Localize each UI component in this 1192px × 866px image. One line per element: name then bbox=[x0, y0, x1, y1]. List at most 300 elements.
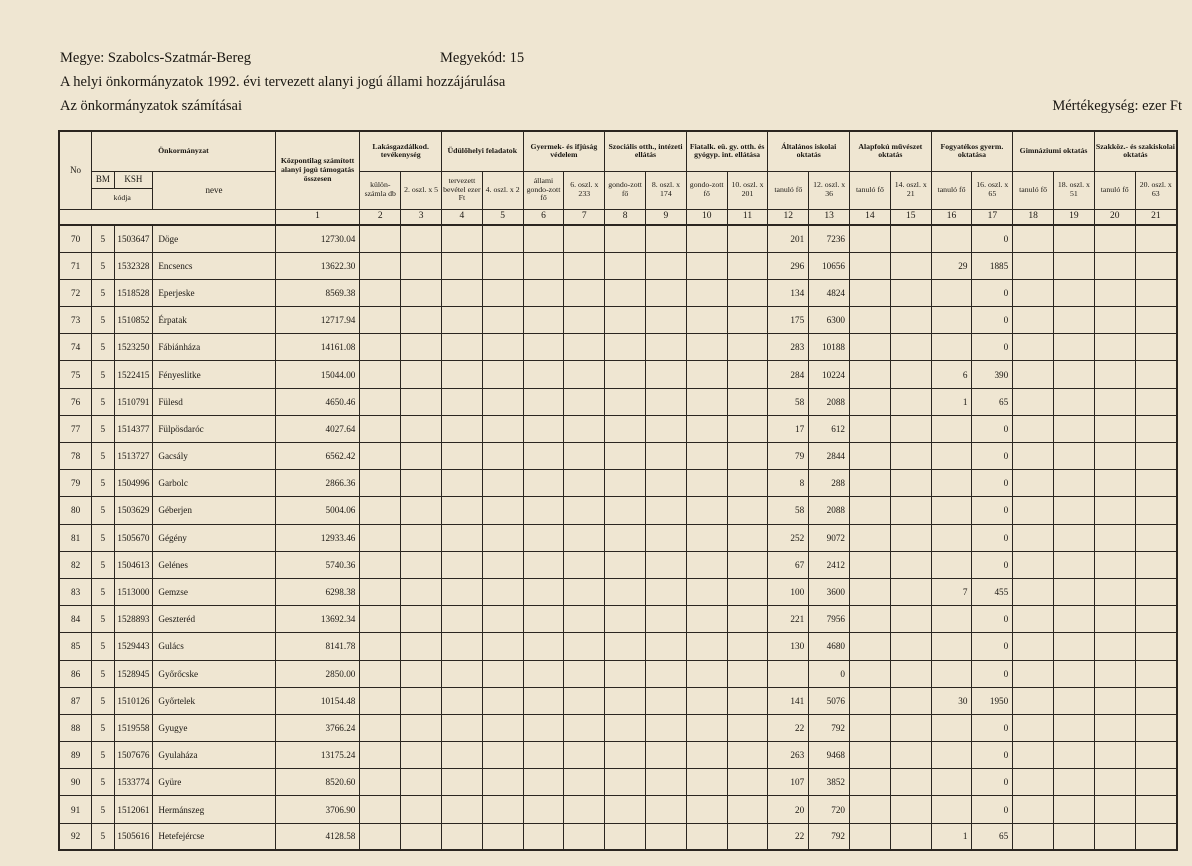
cell-col-19 bbox=[1054, 252, 1095, 279]
header-group-6: Általános iskolai oktatás bbox=[768, 131, 850, 171]
column-number: 11 bbox=[727, 209, 768, 225]
cell-col-6 bbox=[523, 687, 564, 714]
cell-col-16 bbox=[931, 551, 972, 578]
cell-col-19 bbox=[1054, 633, 1095, 660]
total-support: 2850.00 bbox=[275, 660, 360, 687]
cell-col-3 bbox=[401, 470, 442, 497]
municipality-name: Gyugye bbox=[153, 714, 275, 741]
county-code-label: Megyekód: 15 bbox=[440, 50, 525, 66]
cell-col-14 bbox=[850, 578, 891, 605]
ksh-code: 1523250 bbox=[114, 334, 153, 361]
cell-col-12: 296 bbox=[768, 252, 809, 279]
total-support: 8141.78 bbox=[275, 633, 360, 660]
cell-col-18 bbox=[1013, 252, 1054, 279]
cell-col-20 bbox=[1094, 252, 1135, 279]
cell-col-2 bbox=[360, 252, 401, 279]
cell-col-7 bbox=[564, 769, 605, 796]
header-ksh: KSH bbox=[114, 171, 153, 188]
total-support: 5740.36 bbox=[275, 551, 360, 578]
header-sub-3: tervezett bevétel ezer Ft bbox=[441, 171, 482, 209]
column-number: 5 bbox=[482, 209, 523, 225]
cell-col-21 bbox=[1135, 660, 1177, 687]
cell-col-5 bbox=[482, 415, 523, 442]
cell-col-13: 612 bbox=[809, 415, 850, 442]
column-number: 9 bbox=[645, 209, 686, 225]
cell-col-18 bbox=[1013, 470, 1054, 497]
header-sub-6: 6. oszl. x 233 bbox=[564, 171, 605, 209]
cell-col-10 bbox=[686, 470, 727, 497]
row-number: 91 bbox=[59, 796, 92, 823]
county-label: Megye: Szabolcs-Szatmár-Bereg bbox=[60, 50, 251, 66]
ksh-code: 1512061 bbox=[114, 796, 153, 823]
column-number: 6 bbox=[523, 209, 564, 225]
cell-col-9 bbox=[645, 334, 686, 361]
cell-col-8 bbox=[605, 660, 646, 687]
cell-col-15 bbox=[890, 225, 931, 252]
header-group-4: Szociális otth., intézeti ellátás bbox=[605, 131, 687, 171]
cell-col-14 bbox=[850, 307, 891, 334]
total-support: 3766.24 bbox=[275, 714, 360, 741]
table-row bbox=[59, 633, 1177, 660]
cell-col-8 bbox=[605, 334, 646, 361]
cell-col-2 bbox=[360, 551, 401, 578]
cell-col-9 bbox=[645, 633, 686, 660]
header-sub-15: tanuló fő bbox=[931, 171, 972, 209]
cell-col-11 bbox=[727, 742, 768, 769]
header-sub-9: gondo-zott fő bbox=[686, 171, 727, 209]
cell-col-14 bbox=[850, 714, 891, 741]
cell-col-9 bbox=[645, 497, 686, 524]
municipality-name: Fülpösdaróc bbox=[153, 415, 275, 442]
cell-col-21 bbox=[1135, 796, 1177, 823]
header-bm: BM bbox=[92, 171, 114, 188]
cell-col-21 bbox=[1135, 307, 1177, 334]
cell-col-3 bbox=[401, 443, 442, 470]
cell-col-7 bbox=[564, 415, 605, 442]
cell-col-12: 263 bbox=[768, 742, 809, 769]
table-row bbox=[59, 252, 1177, 279]
cell-col-6 bbox=[523, 334, 564, 361]
table-row bbox=[59, 497, 1177, 524]
cell-col-19 bbox=[1054, 578, 1095, 605]
municipality-name: Gyulaháza bbox=[153, 742, 275, 769]
column-number: 4 bbox=[441, 209, 482, 225]
cell-col-11 bbox=[727, 279, 768, 306]
cell-col-18 bbox=[1013, 225, 1054, 252]
total-support: 15044.00 bbox=[275, 361, 360, 388]
cell-col-12: 67 bbox=[768, 551, 809, 578]
cell-col-2 bbox=[360, 225, 401, 252]
total-support: 5004.06 bbox=[275, 497, 360, 524]
cell-col-7 bbox=[564, 388, 605, 415]
header-group-7: Alapfokú művészet oktatás bbox=[850, 131, 932, 171]
column-number: 16 bbox=[931, 209, 972, 225]
row-number: 73 bbox=[59, 307, 92, 334]
header-sub-12: 12. oszl. x 36 bbox=[809, 171, 850, 209]
table-row bbox=[59, 334, 1177, 361]
table-row bbox=[59, 307, 1177, 334]
cell-col-6 bbox=[523, 633, 564, 660]
cell-col-8 bbox=[605, 796, 646, 823]
column-number: 15 bbox=[890, 209, 931, 225]
cell-col-2 bbox=[360, 823, 401, 850]
cell-col-5 bbox=[482, 470, 523, 497]
cell-col-21 bbox=[1135, 742, 1177, 769]
cell-col-20 bbox=[1094, 660, 1135, 687]
cell-col-12: 284 bbox=[768, 361, 809, 388]
bm-code: 5 bbox=[92, 796, 114, 823]
cell-col-17: 0 bbox=[972, 714, 1013, 741]
total-support: 12717.94 bbox=[275, 307, 360, 334]
cell-col-5 bbox=[482, 388, 523, 415]
cell-col-7 bbox=[564, 687, 605, 714]
cell-col-13: 2844 bbox=[809, 443, 850, 470]
cell-col-12: 201 bbox=[768, 225, 809, 252]
cell-col-13: 288 bbox=[809, 470, 850, 497]
header-kodja: kódja bbox=[92, 188, 153, 209]
cell-col-19 bbox=[1054, 660, 1095, 687]
municipality-name: Fényeslitke bbox=[153, 361, 275, 388]
cell-col-8 bbox=[605, 742, 646, 769]
bm-code: 5 bbox=[92, 823, 114, 850]
cell-col-19 bbox=[1054, 687, 1095, 714]
cell-col-21 bbox=[1135, 714, 1177, 741]
cell-col-19 bbox=[1054, 415, 1095, 442]
row-number: 82 bbox=[59, 551, 92, 578]
cell-col-10 bbox=[686, 415, 727, 442]
ksh-code: 1510791 bbox=[114, 388, 153, 415]
bm-code: 5 bbox=[92, 470, 114, 497]
cell-col-8 bbox=[605, 470, 646, 497]
cell-col-15 bbox=[890, 524, 931, 551]
total-support: 4128.58 bbox=[275, 823, 360, 850]
row-number: 76 bbox=[59, 388, 92, 415]
column-number-blank bbox=[59, 209, 275, 225]
cell-col-15 bbox=[890, 307, 931, 334]
cell-col-6 bbox=[523, 606, 564, 633]
table-row bbox=[59, 687, 1177, 714]
cell-col-15 bbox=[890, 334, 931, 361]
municipality-name: Hetefejércse bbox=[153, 823, 275, 850]
cell-col-9 bbox=[645, 769, 686, 796]
cell-col-8 bbox=[605, 497, 646, 524]
header-sub-10: 10. oszl. x 201 bbox=[727, 171, 768, 209]
cell-col-11 bbox=[727, 252, 768, 279]
row-number: 80 bbox=[59, 497, 92, 524]
cell-col-15 bbox=[890, 388, 931, 415]
cell-col-7 bbox=[564, 225, 605, 252]
cell-col-10 bbox=[686, 742, 727, 769]
cell-col-15 bbox=[890, 578, 931, 605]
cell-col-18 bbox=[1013, 660, 1054, 687]
row-number: 75 bbox=[59, 361, 92, 388]
header-group-1: Lakásgazdálkod. tevékenység bbox=[360, 131, 442, 171]
cell-col-19 bbox=[1054, 443, 1095, 470]
cell-col-6 bbox=[523, 714, 564, 741]
cell-col-4 bbox=[441, 660, 482, 687]
cell-col-10 bbox=[686, 225, 727, 252]
table-row bbox=[59, 279, 1177, 306]
cell-col-15 bbox=[890, 606, 931, 633]
ksh-code: 1532328 bbox=[114, 252, 153, 279]
cell-col-13: 2412 bbox=[809, 551, 850, 578]
ksh-code: 1504613 bbox=[114, 551, 153, 578]
document-subtitle: Az önkormányzatok számításai bbox=[60, 98, 242, 114]
cell-col-12: 107 bbox=[768, 769, 809, 796]
cell-col-11 bbox=[727, 443, 768, 470]
cell-col-2 bbox=[360, 388, 401, 415]
cell-col-20 bbox=[1094, 388, 1135, 415]
cell-col-14 bbox=[850, 687, 891, 714]
cell-col-4 bbox=[441, 742, 482, 769]
cell-col-3 bbox=[401, 578, 442, 605]
cell-col-14 bbox=[850, 361, 891, 388]
municipality-name: Fábiánháza bbox=[153, 334, 275, 361]
cell-col-12: 141 bbox=[768, 687, 809, 714]
cell-col-18 bbox=[1013, 524, 1054, 551]
cell-col-18 bbox=[1013, 361, 1054, 388]
cell-col-9 bbox=[645, 388, 686, 415]
header-kozpontilag: Központilag számított alanyi jogú támogatás összesen bbox=[275, 131, 360, 209]
municipality-name: Gacsály bbox=[153, 443, 275, 470]
cell-col-18 bbox=[1013, 823, 1054, 850]
header-no: No bbox=[59, 131, 92, 209]
cell-col-3 bbox=[401, 796, 442, 823]
cell-col-10 bbox=[686, 714, 727, 741]
cell-col-17: 0 bbox=[972, 415, 1013, 442]
ksh-code: 1514377 bbox=[114, 415, 153, 442]
row-number: 89 bbox=[59, 742, 92, 769]
header-sub-8: 8. oszl. x 174 bbox=[645, 171, 686, 209]
cell-col-4 bbox=[441, 443, 482, 470]
cell-col-8 bbox=[605, 769, 646, 796]
cell-col-3 bbox=[401, 823, 442, 850]
cell-col-2 bbox=[360, 660, 401, 687]
cell-col-15 bbox=[890, 687, 931, 714]
cell-col-5 bbox=[482, 823, 523, 850]
document-title: A helyi önkormányzatok 1992. évi tervezett alanyi jogú állami hozzájárulása bbox=[60, 74, 506, 90]
cell-col-13: 9468 bbox=[809, 742, 850, 769]
cell-col-6 bbox=[523, 307, 564, 334]
cell-col-7 bbox=[564, 361, 605, 388]
cell-col-4 bbox=[441, 633, 482, 660]
cell-col-7 bbox=[564, 633, 605, 660]
cell-col-17: 1950 bbox=[972, 687, 1013, 714]
cell-col-11 bbox=[727, 660, 768, 687]
row-number: 88 bbox=[59, 714, 92, 741]
cell-col-10 bbox=[686, 578, 727, 605]
cell-col-12: 130 bbox=[768, 633, 809, 660]
cell-col-3 bbox=[401, 388, 442, 415]
total-support: 14161.08 bbox=[275, 334, 360, 361]
cell-col-11 bbox=[727, 551, 768, 578]
ksh-code: 1528945 bbox=[114, 660, 153, 687]
cell-col-12: 8 bbox=[768, 470, 809, 497]
cell-col-2 bbox=[360, 687, 401, 714]
cell-col-18 bbox=[1013, 279, 1054, 306]
cell-col-4 bbox=[441, 334, 482, 361]
cell-col-17: 0 bbox=[972, 443, 1013, 470]
header-sub-19: tanuló fő bbox=[1094, 171, 1135, 209]
cell-col-16 bbox=[931, 633, 972, 660]
cell-col-7 bbox=[564, 606, 605, 633]
cell-col-9 bbox=[645, 415, 686, 442]
cell-col-4 bbox=[441, 524, 482, 551]
header-group-10: Szakköz.- és szakiskolai oktatás bbox=[1094, 131, 1177, 171]
cell-col-19 bbox=[1054, 551, 1095, 578]
cell-col-8 bbox=[605, 633, 646, 660]
cell-col-9 bbox=[645, 823, 686, 850]
cell-col-9 bbox=[645, 361, 686, 388]
cell-col-4 bbox=[441, 796, 482, 823]
cell-col-13: 10224 bbox=[809, 361, 850, 388]
table-row bbox=[59, 415, 1177, 442]
header-sub-13: tanuló fő bbox=[850, 171, 891, 209]
cell-col-7 bbox=[564, 334, 605, 361]
cell-col-8 bbox=[605, 361, 646, 388]
cell-col-7 bbox=[564, 551, 605, 578]
cell-col-14 bbox=[850, 279, 891, 306]
bm-code: 5 bbox=[92, 225, 114, 252]
cell-col-6 bbox=[523, 578, 564, 605]
bm-code: 5 bbox=[92, 578, 114, 605]
bm-code: 5 bbox=[92, 307, 114, 334]
cell-col-17: 0 bbox=[972, 660, 1013, 687]
cell-col-8 bbox=[605, 388, 646, 415]
cell-col-19 bbox=[1054, 742, 1095, 769]
municipality-name: Győrtelek bbox=[153, 687, 275, 714]
cell-col-20 bbox=[1094, 823, 1135, 850]
ksh-code: 1503629 bbox=[114, 497, 153, 524]
header-sub-1: külön-számla db bbox=[360, 171, 401, 209]
cell-col-5 bbox=[482, 796, 523, 823]
cell-col-10 bbox=[686, 687, 727, 714]
cell-col-12: 58 bbox=[768, 388, 809, 415]
total-support: 2866.36 bbox=[275, 470, 360, 497]
column-number: 12 bbox=[768, 209, 809, 225]
cell-col-21 bbox=[1135, 687, 1177, 714]
cell-col-16: 6 bbox=[931, 361, 972, 388]
cell-col-9 bbox=[645, 578, 686, 605]
total-support: 10154.48 bbox=[275, 687, 360, 714]
cell-col-17: 0 bbox=[972, 470, 1013, 497]
cell-col-9 bbox=[645, 660, 686, 687]
header-group-3: Gyermek- és ifjúság védelem bbox=[523, 131, 605, 171]
cell-col-19 bbox=[1054, 307, 1095, 334]
cell-col-11 bbox=[727, 769, 768, 796]
cell-col-7 bbox=[564, 497, 605, 524]
cell-col-2 bbox=[360, 470, 401, 497]
cell-col-16 bbox=[931, 497, 972, 524]
cell-col-2 bbox=[360, 769, 401, 796]
bm-code: 5 bbox=[92, 279, 114, 306]
cell-col-16 bbox=[931, 334, 972, 361]
cell-col-5 bbox=[482, 307, 523, 334]
cell-col-13: 6300 bbox=[809, 307, 850, 334]
total-support: 12933.46 bbox=[275, 524, 360, 551]
cell-col-16 bbox=[931, 415, 972, 442]
row-number: 86 bbox=[59, 660, 92, 687]
cell-col-5 bbox=[482, 769, 523, 796]
ksh-code: 1507676 bbox=[114, 742, 153, 769]
cell-col-17: 455 bbox=[972, 578, 1013, 605]
cell-col-5 bbox=[482, 687, 523, 714]
cell-col-21 bbox=[1135, 551, 1177, 578]
cell-col-16 bbox=[931, 470, 972, 497]
cell-col-15 bbox=[890, 470, 931, 497]
cell-col-18 bbox=[1013, 769, 1054, 796]
cell-col-17: 0 bbox=[972, 307, 1013, 334]
cell-col-5 bbox=[482, 633, 523, 660]
total-support: 8569.38 bbox=[275, 279, 360, 306]
cell-col-13: 10188 bbox=[809, 334, 850, 361]
column-number: 20 bbox=[1094, 209, 1135, 225]
cell-col-20 bbox=[1094, 633, 1135, 660]
cell-col-20 bbox=[1094, 361, 1135, 388]
cell-col-17: 0 bbox=[972, 633, 1013, 660]
cell-col-10 bbox=[686, 633, 727, 660]
header-neve: neve bbox=[153, 171, 275, 209]
cell-col-19 bbox=[1054, 225, 1095, 252]
cell-col-18 bbox=[1013, 551, 1054, 578]
cell-col-16 bbox=[931, 307, 972, 334]
cell-col-20 bbox=[1094, 279, 1135, 306]
cell-col-4 bbox=[441, 415, 482, 442]
column-number: 1 bbox=[275, 209, 360, 225]
cell-col-15 bbox=[890, 714, 931, 741]
cell-col-2 bbox=[360, 633, 401, 660]
cell-col-21 bbox=[1135, 415, 1177, 442]
ksh-code: 1518528 bbox=[114, 279, 153, 306]
cell-col-21 bbox=[1135, 497, 1177, 524]
cell-col-10 bbox=[686, 388, 727, 415]
cell-col-2 bbox=[360, 497, 401, 524]
column-number: 19 bbox=[1054, 209, 1095, 225]
table-row bbox=[59, 606, 1177, 633]
header-sub-5: állami gondo-zott fő bbox=[523, 171, 564, 209]
total-support: 4027.64 bbox=[275, 415, 360, 442]
cell-col-6 bbox=[523, 823, 564, 850]
cell-col-18 bbox=[1013, 796, 1054, 823]
cell-col-21 bbox=[1135, 769, 1177, 796]
cell-col-2 bbox=[360, 443, 401, 470]
cell-col-15 bbox=[890, 660, 931, 687]
cell-col-14 bbox=[850, 388, 891, 415]
cell-col-20 bbox=[1094, 714, 1135, 741]
cell-col-21 bbox=[1135, 633, 1177, 660]
cell-col-14 bbox=[850, 823, 891, 850]
ksh-code: 1510126 bbox=[114, 687, 153, 714]
cell-col-6 bbox=[523, 497, 564, 524]
cell-col-19 bbox=[1054, 279, 1095, 306]
cell-col-14 bbox=[850, 470, 891, 497]
cell-col-9 bbox=[645, 687, 686, 714]
row-number: 90 bbox=[59, 769, 92, 796]
ksh-code: 1513727 bbox=[114, 443, 153, 470]
cell-col-11 bbox=[727, 361, 768, 388]
cell-col-11 bbox=[727, 470, 768, 497]
table-row bbox=[59, 742, 1177, 769]
cell-col-15 bbox=[890, 633, 931, 660]
row-number: 84 bbox=[59, 606, 92, 633]
cell-col-5 bbox=[482, 742, 523, 769]
ksh-code: 1505670 bbox=[114, 524, 153, 551]
cell-col-9 bbox=[645, 279, 686, 306]
bm-code: 5 bbox=[92, 742, 114, 769]
ksh-code: 1505616 bbox=[114, 823, 153, 850]
cell-col-16 bbox=[931, 606, 972, 633]
cell-col-14 bbox=[850, 497, 891, 524]
